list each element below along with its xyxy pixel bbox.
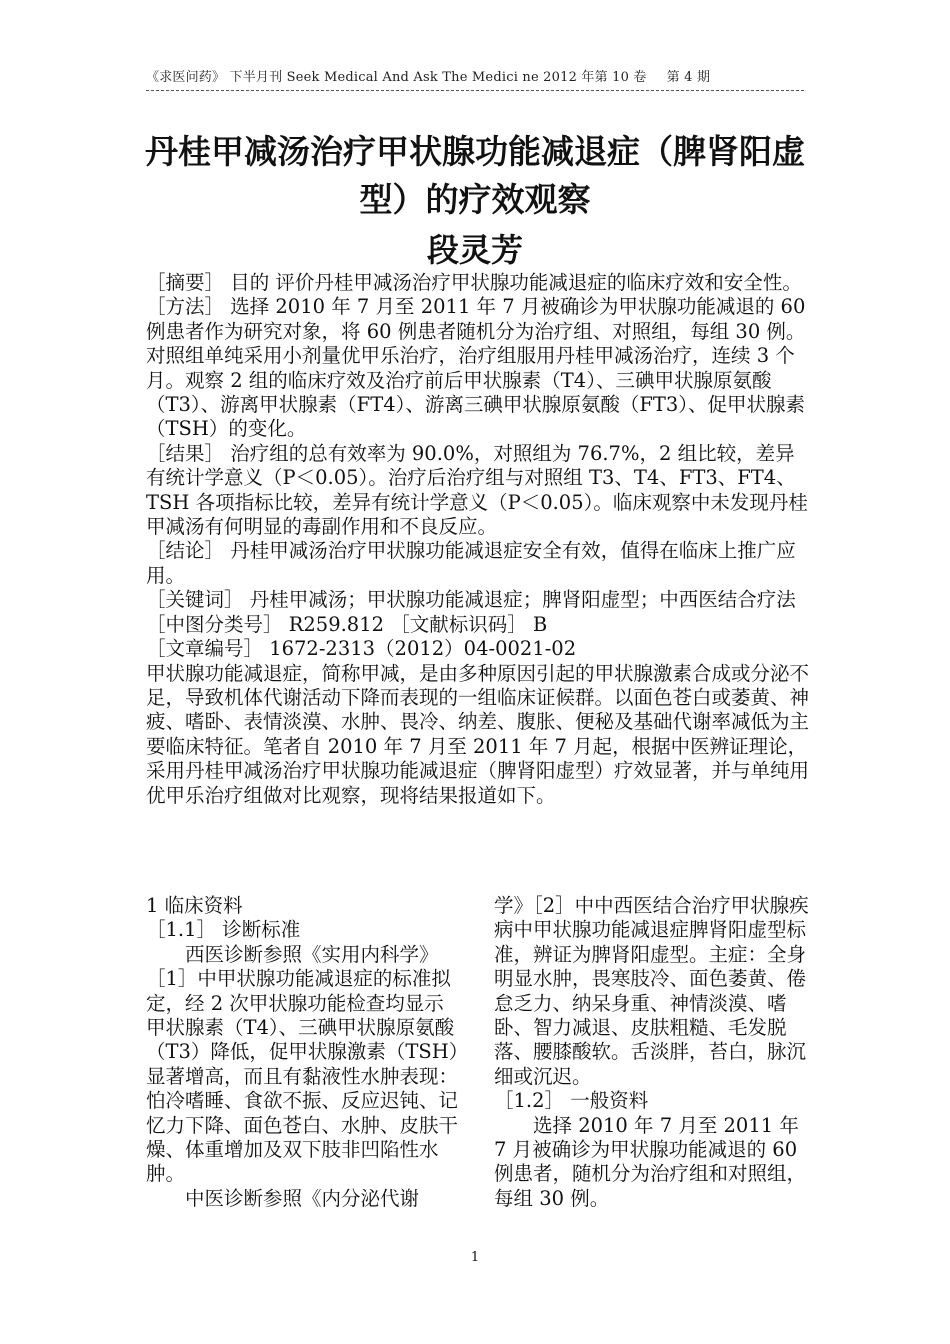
abstract-summary: ［摘要］ 目的 评价丹桂甲减汤治疗甲状腺功能减退症的临床疗效和安全性。 (146, 271, 802, 294)
running-header (146, 66, 804, 85)
page-number: 1 (470, 1250, 480, 1265)
keywords: ［关键词］ 丹桂甲减汤；甲状腺功能减退症；脾肾阳虚型；中西医结合疗法 (146, 588, 796, 612)
classification: ［中图分类号］ R259.812 ［文献标识码］ B (146, 612, 548, 636)
abstract-conclusion: ［结论］ 丹桂甲减汤治疗甲状腺功能减退症安全有效，值得在临床上推广应用。 (146, 539, 796, 587)
left-column (146, 894, 462, 1211)
tcm-criteria-cont: 学》［2］中中西医结合治疗甲状腺疾病中甲状腺功能减退症脾肾阳虚型标准，辨证为脾肾阳虚型。主症：全身明显水肿，畏寒肢冷、面色萎黄、倦怠乏力、纳呆身重、神情淡漠、嗜卧、智力减退、皮肤粗糙、毛发脱落、腰膝酸软。舌淡胖，苔白，脉沉细或沉迟。 (494, 894, 809, 1088)
western-criteria: 西医诊断参照《实用内科学》［1］中甲状腺功能减退症的标准拟定，经 2 次甲状腺功能检查均显示甲状腺素（T4）、三碘甲状腺原氨酸（T3）降低，促甲状腺激素（TSH）显著增高，而且有黏液性水肿表现：怕冷嗜睡、食欲不振、反应迟钝、记忆力下降、面色苍白、水肿、皮肤干燥、体重增加及双下肢非凹陷性水肿。 (146, 942, 459, 1186)
abstract-result: ［结果］ 治疗组的总有效率为 90.0%，对照组为 76.7%，2 组比较，差异有统计学意义（P＜0.05）。治疗后治疗组与对照组 T3、T4、FT3、FT4、TSH 各项指标比较，差异有统计学意义（P＜0.05）。临床观察中未发现丹桂甲减汤有何明显的毒副作用和不良反应。 (146, 441, 808, 539)
journal-info: 《求医问药》 下半月刊 Seek Medical And Ask The Medici ne 2012 年第 10 卷 (146, 70, 647, 85)
author-name: 段灵芳 (426, 231, 523, 269)
article-title: 丹桂甲减汤治疗甲状腺功能减退症（脾肾阳虚型）的疗效观察 (145, 132, 805, 219)
abstract-block (146, 271, 810, 808)
header-rule (146, 90, 804, 91)
article-number: ［文章编号］ 1672-2313（2012）04-0021-02 (146, 637, 577, 661)
introduction: 甲状腺功能减退症，简称甲减，是由多种原因引起的甲状腺激素合成或分泌不足，导致机体代谢活动下降而表现的一组临床证候群。以面色苍白或萎黄、神疲、嗜卧、表情淡漠、水肿、畏冷、纳差、腹胀、便秘及基础代谢率减低为主要临床特征。笔者自 2010 年 7 月至 2011 年 7 月起，根据中医辨证理论，采用丹桂甲减汤治疗甲状腺功能减退症（脾肾阳虚型）疗效显著，并与单纯用优甲乐治疗组做对比观察，现将结果报道如下。 (146, 661, 810, 807)
subsection-heading: ［1.2］ 一般资料 (494, 1089, 649, 1113)
tcm-criteria-start: 中医诊断参照《内分泌代谢 (185, 1186, 420, 1210)
general-data: 选择 2010 年 7 月至 2011 年 7 月被确诊为甲状腺功能减退的 60 例患者，随机分为治疗组和对照组，每组 30 例。 (494, 1113, 807, 1210)
subsection-heading: ［1.1］ 诊断标准 (146, 918, 301, 942)
section-heading: 1 临床资料 (146, 894, 243, 917)
abstract-method: ［方法］ 选择 2010 年 7 月至 2011 年 7 月被确诊为甲状腺功能减退的 60 例患者作为研究对象，将 60 例患者随机分为治疗组、对照组，每组 30 例。对照组单纯采用小剂量优甲乐治疗，治疗组服用丹桂甲减汤治疗，连续 3 个月。观察 2 组的临床疗效及治疗前后甲状腺素（T4）、三碘甲状腺原氨酸（T3）、游离甲状腺素（FT4）、游离三碘甲状腺原氨酸（FT3）、促甲状腺素（TSH）的变化。 (146, 295, 806, 441)
right-column (494, 894, 814, 1211)
issue-number: 第 4 期 (666, 70, 711, 85)
